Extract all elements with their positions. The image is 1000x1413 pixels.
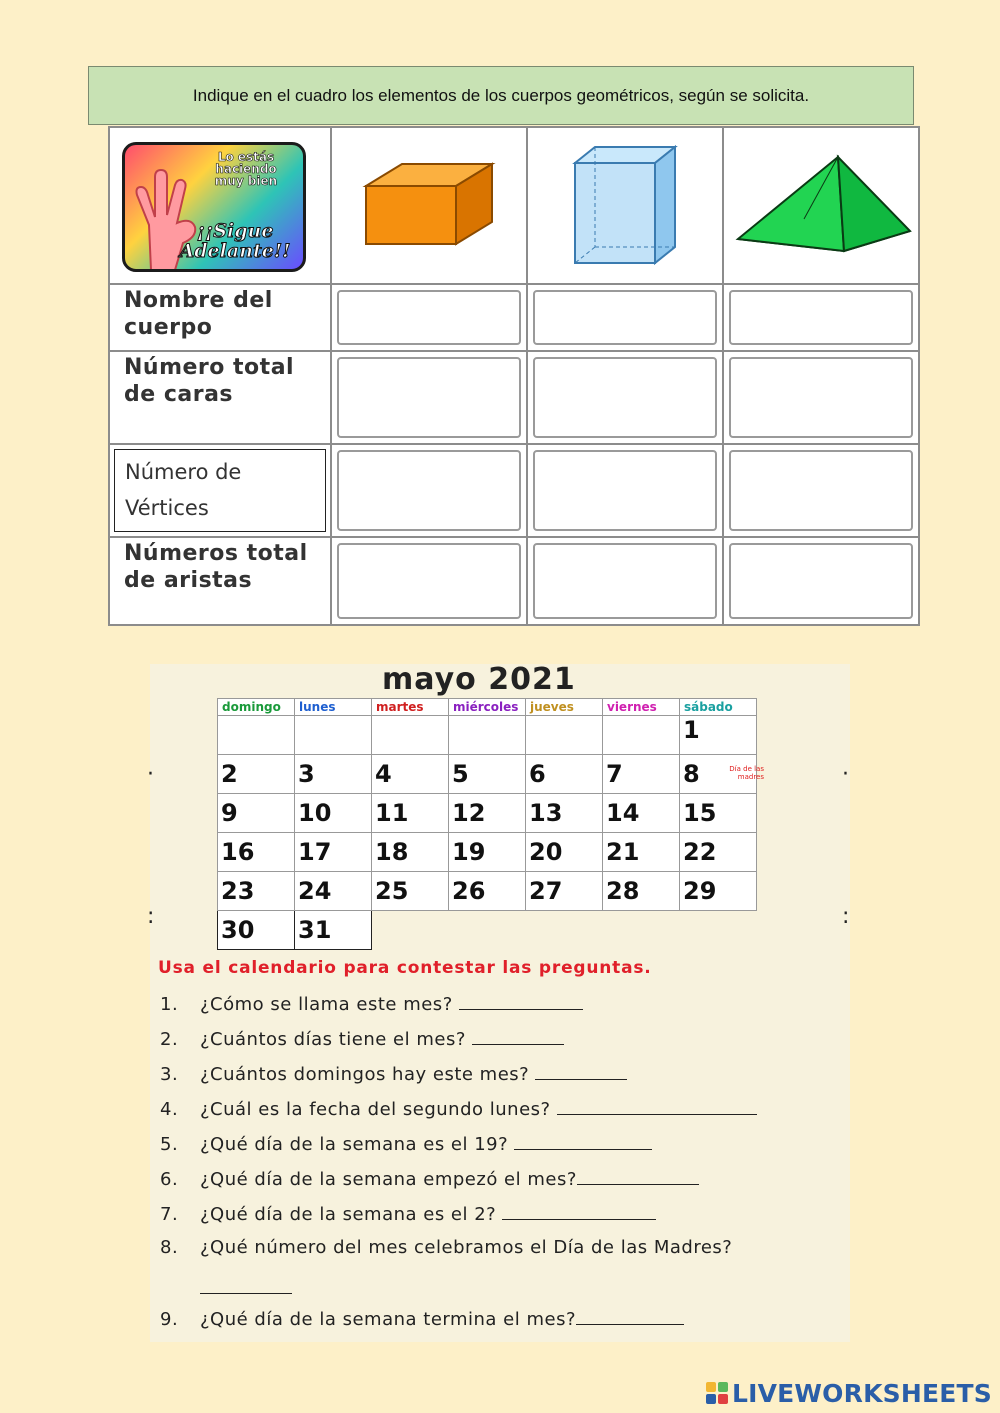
calendar-day-number: 8 bbox=[683, 760, 700, 788]
shape-cell-1 bbox=[331, 127, 527, 284]
calendar-day bbox=[295, 716, 372, 755]
question-number: 7. bbox=[160, 1204, 179, 1225]
table-row bbox=[109, 444, 919, 537]
calendar-day: 23 bbox=[218, 872, 295, 911]
calendar-day bbox=[526, 716, 603, 755]
answer-line[interactable] bbox=[577, 1167, 699, 1185]
calendar-day: 6 bbox=[526, 755, 603, 794]
calendar-day: 20 bbox=[526, 833, 603, 872]
calendar-day: 2 bbox=[218, 755, 295, 794]
calendar-day: 5 bbox=[449, 755, 526, 794]
calendar-day bbox=[449, 716, 526, 755]
answer-box[interactable] bbox=[533, 543, 717, 619]
answer-box[interactable] bbox=[729, 543, 913, 619]
blue-prism-icon bbox=[565, 141, 685, 271]
logo-icon bbox=[706, 1382, 728, 1404]
calendar-day: 18 bbox=[372, 833, 449, 872]
question-number: 9. bbox=[160, 1309, 179, 1330]
question-item bbox=[160, 1237, 732, 1258]
day-header: jueves bbox=[526, 699, 603, 716]
calendar-day: 31 bbox=[295, 911, 372, 950]
calendar-week bbox=[218, 911, 757, 950]
calendar-day: 10 bbox=[295, 794, 372, 833]
row-label: Nombre del cuerpo bbox=[124, 288, 273, 340]
question-text: ¿Qué número del mes celebramos el Día de las Madres? bbox=[200, 1237, 733, 1258]
calendar-day bbox=[603, 716, 680, 755]
answer-box[interactable] bbox=[533, 450, 717, 531]
question-text: ¿Qué día de la semana termina el mes? bbox=[200, 1309, 577, 1330]
calendar-day: 19 bbox=[449, 833, 526, 872]
day-header: viernes bbox=[603, 699, 680, 716]
question-item bbox=[160, 1062, 627, 1085]
answer-line[interactable] bbox=[200, 1276, 292, 1294]
calendar-header-row bbox=[218, 699, 757, 716]
answer-box[interactable] bbox=[337, 290, 521, 345]
calendar-day: 25 bbox=[372, 872, 449, 911]
question-text: ¿Cómo se llama este mes? bbox=[200, 994, 453, 1015]
shapes-row bbox=[109, 127, 919, 284]
mothers-day-note: Día de las madres bbox=[729, 765, 764, 781]
margin-mark: · bbox=[842, 762, 849, 787]
calendar-day: 29 bbox=[680, 872, 757, 911]
calendar-week bbox=[218, 716, 757, 755]
row-label: Número total de caras bbox=[124, 355, 295, 407]
shape-cell-3 bbox=[723, 127, 919, 284]
calendar-day: 12 bbox=[449, 794, 526, 833]
row-label: Números total de aristas bbox=[124, 541, 308, 593]
question-item bbox=[160, 1202, 656, 1225]
question-item bbox=[160, 1027, 564, 1050]
calendar-day: 26 bbox=[449, 872, 526, 911]
answer-line[interactable] bbox=[502, 1202, 656, 1220]
answer-line[interactable] bbox=[514, 1132, 652, 1150]
margin-mark: : bbox=[147, 904, 155, 929]
question-number: 5. bbox=[160, 1134, 179, 1155]
green-pyramid-icon bbox=[726, 151, 916, 261]
answer-line[interactable] bbox=[557, 1097, 757, 1115]
badge-line1: Lo estás haciendo muy bien bbox=[214, 150, 278, 188]
question-item bbox=[160, 1307, 684, 1330]
instruction-text: Indique en el cuadro los elementos de los cuerpos geométricos, según se solicita. bbox=[192, 85, 810, 105]
calendar-day: 21 bbox=[603, 833, 680, 872]
answer-box[interactable] bbox=[337, 543, 521, 619]
geometric-bodies-table bbox=[108, 126, 920, 626]
calendar-day: 15 bbox=[680, 794, 757, 833]
answer-box[interactable] bbox=[337, 357, 521, 438]
margin-mark: · bbox=[147, 762, 154, 787]
day-header: miércoles bbox=[449, 699, 526, 716]
instruction-banner bbox=[88, 66, 914, 125]
question-number: 4. bbox=[160, 1099, 179, 1120]
question-item bbox=[160, 1097, 757, 1120]
question-number: 2. bbox=[160, 1029, 179, 1050]
question-item bbox=[160, 1132, 652, 1155]
question-number: 3. bbox=[160, 1064, 179, 1085]
calendar-table bbox=[217, 698, 764, 950]
answer-box[interactable] bbox=[729, 290, 913, 345]
questions-heading: Usa el calendario para contestar las preguntas. bbox=[158, 958, 652, 978]
margin-mark: : bbox=[842, 904, 850, 929]
calendar-day: 1 bbox=[680, 716, 757, 755]
calendar-day: 16 bbox=[218, 833, 295, 872]
orange-prism-icon bbox=[354, 156, 504, 256]
row-label: Número de Vértices bbox=[114, 449, 326, 532]
question-text: ¿Qué día de la semana empezó el mes? bbox=[200, 1169, 577, 1190]
calendar-day: 7 bbox=[603, 755, 680, 794]
answer-line[interactable] bbox=[472, 1027, 564, 1045]
question-text: ¿Cuántos domingos hay este mes? bbox=[200, 1064, 530, 1085]
encouragement-badge bbox=[122, 142, 306, 272]
table-row bbox=[109, 284, 919, 351]
day-header: sábado bbox=[680, 699, 757, 716]
table-row bbox=[109, 537, 919, 625]
answer-box[interactable] bbox=[533, 290, 717, 345]
calendar-day: 3 bbox=[295, 755, 372, 794]
question-text: ¿Cuántos días tiene el mes? bbox=[200, 1029, 466, 1050]
calendar-day bbox=[372, 716, 449, 755]
calendar-day: 11 bbox=[372, 794, 449, 833]
calendar-week bbox=[218, 872, 757, 911]
question-item bbox=[160, 1167, 699, 1190]
day-header: domingo bbox=[218, 699, 295, 716]
question-item bbox=[160, 992, 583, 1015]
calendar-day: 4 bbox=[372, 755, 449, 794]
calendar-day: 27 bbox=[526, 872, 603, 911]
question-number: 8. bbox=[160, 1237, 179, 1258]
answer-line[interactable] bbox=[535, 1062, 627, 1080]
calendar-day: 17 bbox=[295, 833, 372, 872]
question-8-answer bbox=[200, 1276, 292, 1299]
badge-line2: ¡¡Sigue Adelante!! bbox=[179, 220, 291, 262]
calendar-day: 13 bbox=[526, 794, 603, 833]
calendar-day: 28 bbox=[603, 872, 680, 911]
answer-box[interactable] bbox=[337, 450, 521, 531]
table-row bbox=[109, 351, 919, 444]
question-number: 6. bbox=[160, 1169, 179, 1190]
calendar-title: mayo 2021 bbox=[382, 662, 576, 697]
shape-cell-2 bbox=[527, 127, 723, 284]
calendar-day: 9 bbox=[218, 794, 295, 833]
question-text: ¿Qué día de la semana es el 19? bbox=[200, 1134, 509, 1155]
calendar-week bbox=[218, 794, 757, 833]
question-text: ¿Cuál es la fecha del segundo lunes? bbox=[200, 1099, 551, 1120]
calendar-week bbox=[218, 833, 757, 872]
calendar-day: 14 bbox=[603, 794, 680, 833]
calendar-day: 22 bbox=[680, 833, 757, 872]
calendar-day-mothers-day bbox=[680, 755, 764, 794]
calendar-day: 24 bbox=[295, 872, 372, 911]
calendar-day: 30 bbox=[218, 911, 295, 950]
calendar-day bbox=[218, 716, 295, 755]
calendar-week bbox=[218, 755, 757, 794]
day-header: martes bbox=[372, 699, 449, 716]
answer-box[interactable] bbox=[729, 357, 913, 438]
logo-text: LIVEWORKSHEETS bbox=[731, 1378, 992, 1408]
answer-box[interactable] bbox=[533, 357, 717, 438]
day-header: lunes bbox=[295, 699, 372, 716]
question-number: 1. bbox=[160, 994, 179, 1015]
answer-line[interactable] bbox=[459, 992, 583, 1010]
answer-box[interactable] bbox=[729, 450, 913, 531]
question-text: ¿Qué día de la semana es el 2? bbox=[200, 1204, 497, 1225]
answer-line[interactable] bbox=[576, 1307, 684, 1325]
liveworksheets-logo bbox=[706, 1378, 992, 1408]
badge-cell bbox=[109, 127, 331, 284]
